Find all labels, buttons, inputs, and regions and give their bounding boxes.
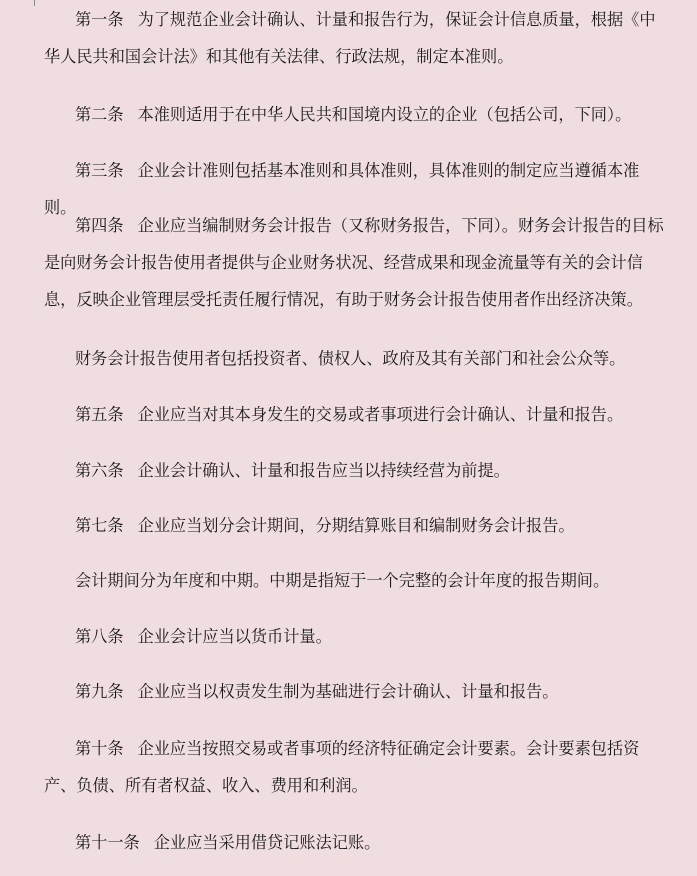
article-6-paragraph [44, 452, 664, 489]
article-text: 企业应当划分会计期间，分期结算账目和编制财务会计报告。 [137, 516, 575, 535]
article-8-paragraph [44, 618, 664, 655]
article-number: 第十条 [75, 739, 124, 758]
article-number: 第七条 [75, 516, 124, 535]
article-7-continuation-paragraph [44, 562, 664, 599]
article-number: 第八条 [75, 627, 124, 646]
article-text: 企业应当采用借贷记账法记账。 [153, 833, 381, 852]
article-7-paragraph [44, 507, 664, 544]
article-number: 第四条 [75, 216, 124, 235]
article-text: 企业会计应当以货币计量。 [137, 627, 332, 646]
article-text: 企业应当按照交易或者事项的经济特征确定会计要素。会计要素包括资产、负债、所有者权益、收入、费用和利润。 [44, 739, 640, 795]
article-number: 第六条 [75, 461, 124, 480]
article-5-paragraph [44, 396, 664, 433]
article-4-continuation-paragraph [44, 340, 664, 377]
article-10-paragraph [44, 730, 664, 804]
article-number: 第二条 [75, 105, 124, 124]
article-number: 第三条 [75, 161, 124, 180]
article-text: 企业应当对其本身发生的交易或者事项进行会计确认、计量和报告。 [137, 405, 624, 424]
article-11-paragraph [44, 824, 664, 861]
article-9-paragraph [44, 673, 664, 710]
article-text: 会计期间分为年度和中期。中期是指短于一个完整的会计年度的报告期间。 [75, 571, 610, 590]
article-4-paragraph [44, 207, 664, 318]
article-number: 第五条 [75, 405, 124, 424]
article-text: 财务会计报告使用者包括投资者、债权人、政府及其有关部门和社会公众等。 [75, 349, 626, 368]
article-number: 第九条 [75, 682, 124, 701]
article-1-paragraph [44, 1, 664, 75]
article-text: 为了规范企业会计确认、计量和报告行为，保证会计信息质量，根据《中华人民共和国会计法》和其他有关法律、行政法规，制定本准则。 [44, 10, 656, 66]
article-text: 企业会计准则包括基本准则和具体准则，具体准则的制定应当遵循本准则。 [44, 161, 640, 217]
article-text: 本准则适用于在中华人民共和国境内设立的企业（包括公司，下同）。 [137, 105, 632, 124]
article-2-paragraph [44, 96, 664, 133]
article-number: 第十一条 [75, 833, 140, 852]
article-number: 第一条 [75, 10, 124, 29]
article-text: 企业会计确认、计量和报告应当以持续经营为前提。 [137, 461, 510, 480]
article-text: 企业应当以权责发生制为基础进行会计确认、计量和报告。 [137, 682, 559, 701]
article-text: 企业应当编制财务会计报告（又称财务报告，下同）。财务会计报告的目标是向财务会计报告使用者提供与企业财务状况、经营成果和现金流量等有关的会计信息，反映企业管理层受托责任履行情况，有助于财务会计报告使用者作出经济决策。 [44, 216, 664, 309]
page-corner-mark [34, 0, 35, 6]
